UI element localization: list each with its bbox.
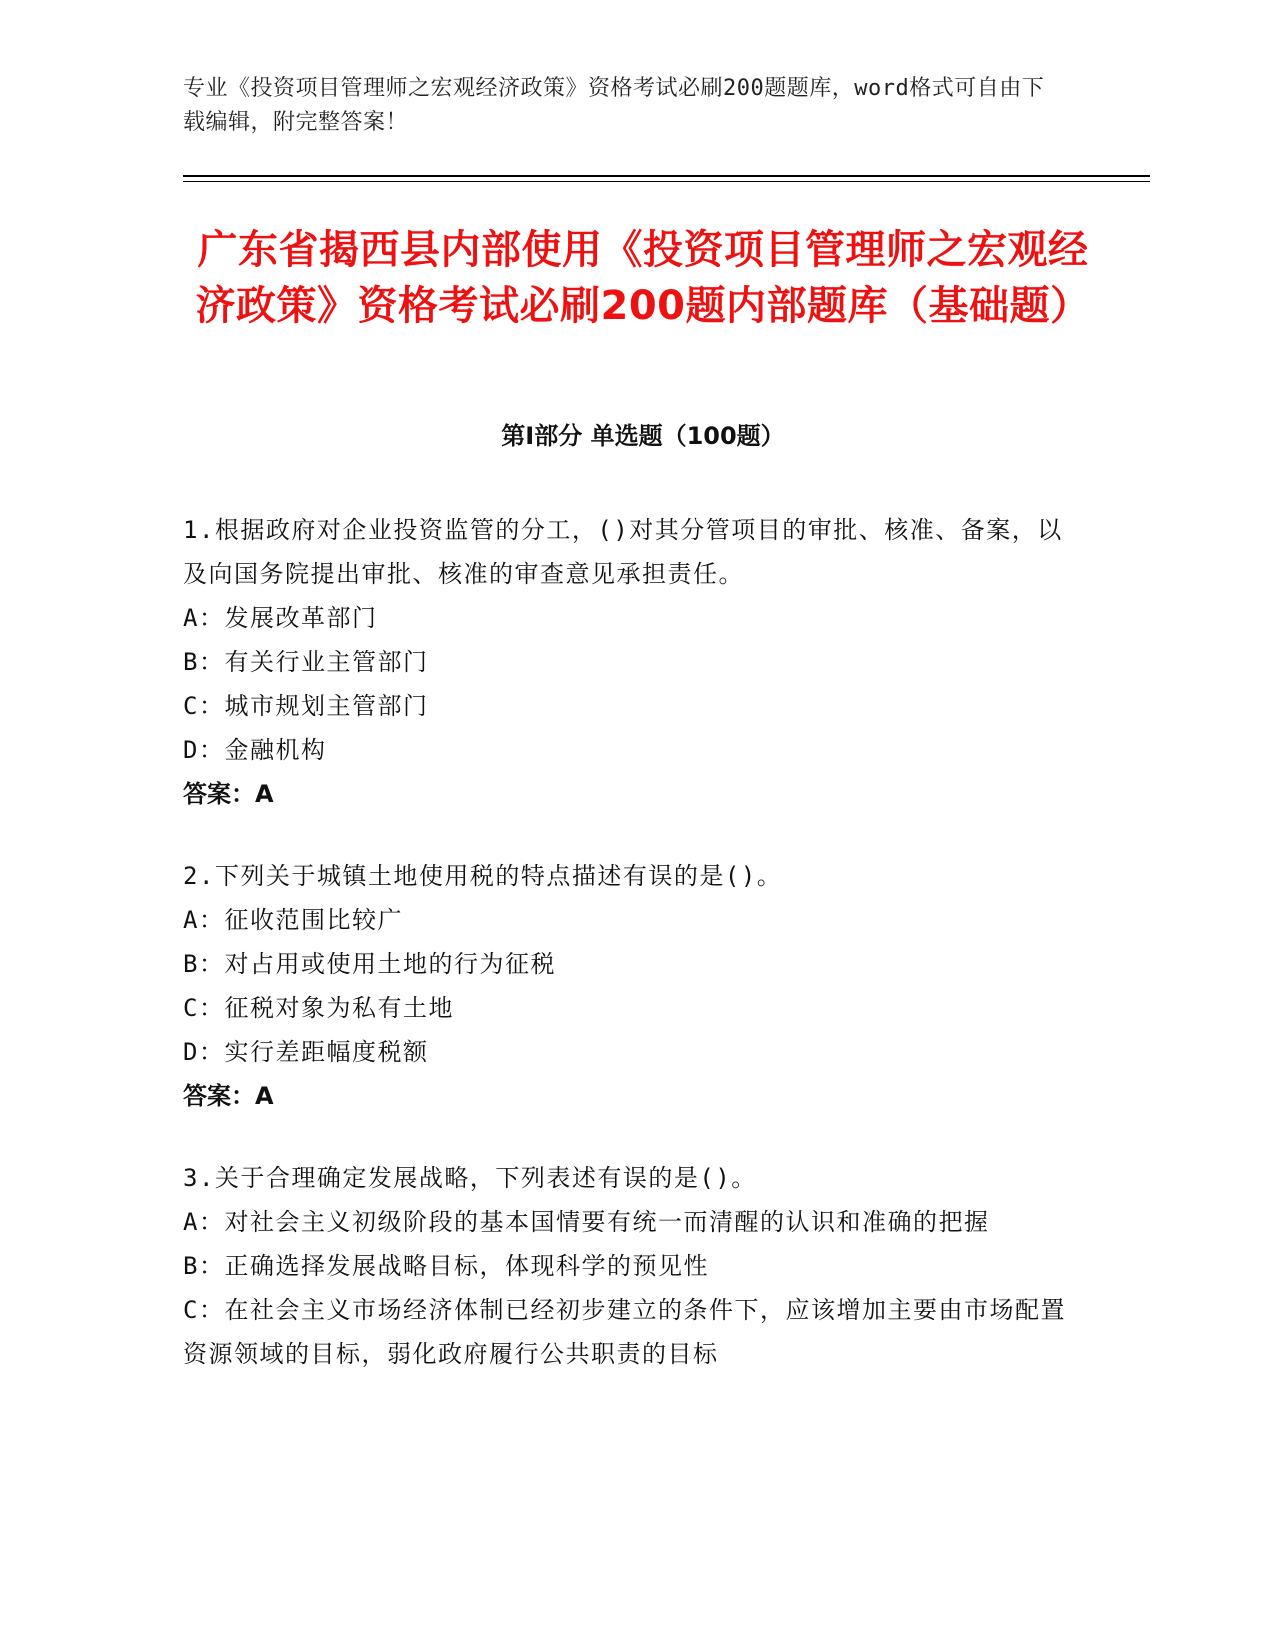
option-a: A：对社会主义初级阶段的基本国情要有统一而清醒的认识和准确的把握 [183, 1208, 990, 1236]
option-b: B：正确选择发展战略目标，体现科学的预见性 [183, 1252, 709, 1280]
option-b: B：对占用或使用土地的行为征税 [183, 950, 556, 978]
option-c: C：在社会主义市场经济体制已经初步建立的条件下，应该增加主要由市场配置资源领域的目标，弱化政府履行公共职责的目标 [183, 1296, 1066, 1368]
question-stem: 3.关于合理确定发展战略，下列表述有误的是()。 [183, 1164, 757, 1192]
option-a: A：征收范围比较广 [183, 906, 403, 934]
option-c: C：征税对象为私有土地 [183, 994, 454, 1022]
answer: 答案：A [183, 780, 274, 808]
header-rule-thick [183, 175, 1150, 177]
answer: 答案：A [183, 1082, 274, 1110]
question-1 [183, 508, 1083, 816]
option-a: A：发展改革部门 [183, 604, 378, 632]
option-d: D：金融机构 [183, 736, 327, 764]
question-stem: 1.根据政府对企业投资监管的分工，()对其分管项目的审批、核准、备案，以及向国务院提出审批、核准的审查意见承担责任。 [183, 516, 1063, 588]
option-d: D：实行差距幅度税额 [183, 1038, 429, 1066]
document-title: 广东省揭西县内部使用《投资项目管理师之宏观经济政策》资格考试必刷200题内部题库（基础题） [195, 227, 1091, 329]
option-b: B：有关行业主管部门 [183, 648, 429, 676]
header-rule-thin [183, 181, 1150, 182]
question-3 [183, 1156, 1083, 1376]
option-c: C：城市规划主管部门 [183, 692, 429, 720]
section-title: 第I部分 单选题（100题） [501, 422, 785, 450]
question-2 [183, 854, 1083, 1118]
question-list [183, 508, 1083, 1414]
question-stem: 2.下列关于城镇土地使用税的特点描述有误的是()。 [183, 862, 783, 890]
header-note: 专业《投资项目管理师之宏观经济政策》资格考试必刷200题题库，word格式可自由下载编辑，附完整答案！ [183, 76, 1045, 135]
